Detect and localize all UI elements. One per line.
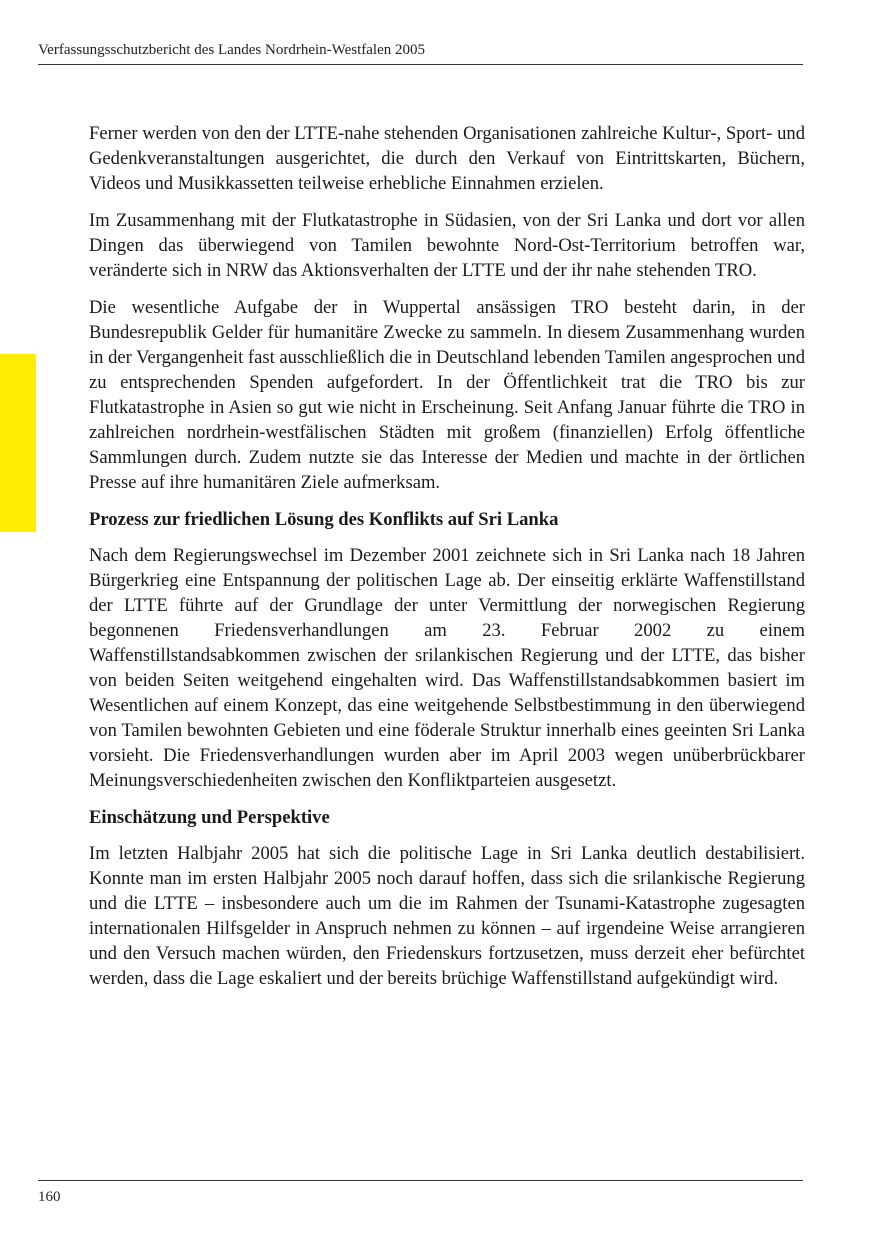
page-number: 160 bbox=[38, 1189, 61, 1205]
paragraph-tro: Die wesentliche Aufgabe der in Wuppertal ansässigen TRO besteht darin, in der Bundesrepublik Gelder für humanitäre Zwecke zu sammeln. In diesem Zusammenhang wurden in der Vergangenheit fast ausschließlich die in Deutschland lebenden Tamilen angesprochen und zu entsprechenden Spenden aufgefordert. In der Öffentlichkeit trat die TRO bis zur Flutkatastrophe in Asien so gut wie nicht in Erscheinung. Seit Anfang Januar führte die TRO in zahlreichen nordrhein-westfälischen Städten mit großem (finanziellen) Erfolg öffentliche Sammlungen durch. Zudem nutzte sie das Interesse der Medien und machte in der örtlichen Presse auf ihre humanitären Ziele aufmerksam. bbox=[89, 297, 805, 493]
section-heading-assessment: Einschätzung und Perspektive bbox=[89, 807, 330, 828]
side-marker-tab bbox=[0, 354, 36, 532]
page-content bbox=[89, 121, 805, 1003]
paragraph-peace-process: Nach dem Regierungswechsel im Dezember 2001 zeichnete sich in Sri Lanka nach 18 Jahren Bürgerkrieg eine Entspannung der politischen Lage ab. Der einseitig erklärte Waffenstillstand der LTTE führte auf der Grundlage der unter Vermittlung der norwegischen Regierung begonnenen Friedensverhandlungen am 23. Februar 2002 zu einem Waffenstillstandsabkommen zwischen der srilankischen Regierung und der LTTE, das bisher von beiden Seiten weitgehend eingehalten wird. Das Waffenstillstandsabkommen basiert im Wesentlichen auf einem Konzept, das eine weitgehende Selbstbestimmung in den überwiegend von Tamilen bewohnten Gebieten und eine föderale Struktur innerhalb eines geeinten Sri Lanka vorsieht. Die Friedensverhandlungen wurden aber im April 2003 wegen unüberbrückbarer Meinungsverschiedenheiten zwischen den Konfliktparteien ausgesetzt. bbox=[89, 545, 805, 791]
header-divider bbox=[38, 64, 803, 65]
paragraph-tsunami: Im Zusammenhang mit der Flutkatastrophe in Südasien, von der Sri Lanka und dort vor allen Dingen das überwiegend von Tamilen bewohnte Nord-Ost-Territorium betroffen war, veränderte sich in NRW das Aktionsverhalten der LTTE und der ihr nahe stehenden TRO. bbox=[89, 210, 805, 281]
paragraph-assessment: Im letzten Halbjahr 2005 hat sich die politische Lage in Sri Lanka deutlich destabilisiert. Konnte man im ersten Halbjahr 2005 noch darauf hoffen, dass sich die srilankische Regierung und die LTTE – insbesondere auch um die im Rahmen der Tsunami-Katastrophe zugesagten internationalen Hilfsgelder in Anspruch nehmen zu können – auf irgendeine Weise arrangieren und den Versuch machen würden, den Friedenskurs fortzusetzen, muss derzeit eher befürchtet werden, dass die Lage eskaliert und der bereits brüchige Waffenstillstand aufgekündigt wird. bbox=[89, 843, 805, 989]
footer-divider bbox=[38, 1180, 803, 1181]
section-heading-peace-process: Prozess zur friedlichen Lösung des Konflikts auf Sri Lanka bbox=[89, 509, 559, 530]
paragraph-events: Ferner werden von den der LTTE-nahe stehenden Organisationen zahlreiche Kultur-, Sport- und Gedenkveranstaltungen ausgerichtet, die durch den Verkauf von Eintrittskarten, Büchern, Videos und Musikkassetten teilweise erhebliche Einnahmen erzielen. bbox=[89, 123, 805, 194]
running-header: Verfassungsschutzbericht des Landes Nordrhein-Westfalen 2005 bbox=[38, 42, 426, 58]
